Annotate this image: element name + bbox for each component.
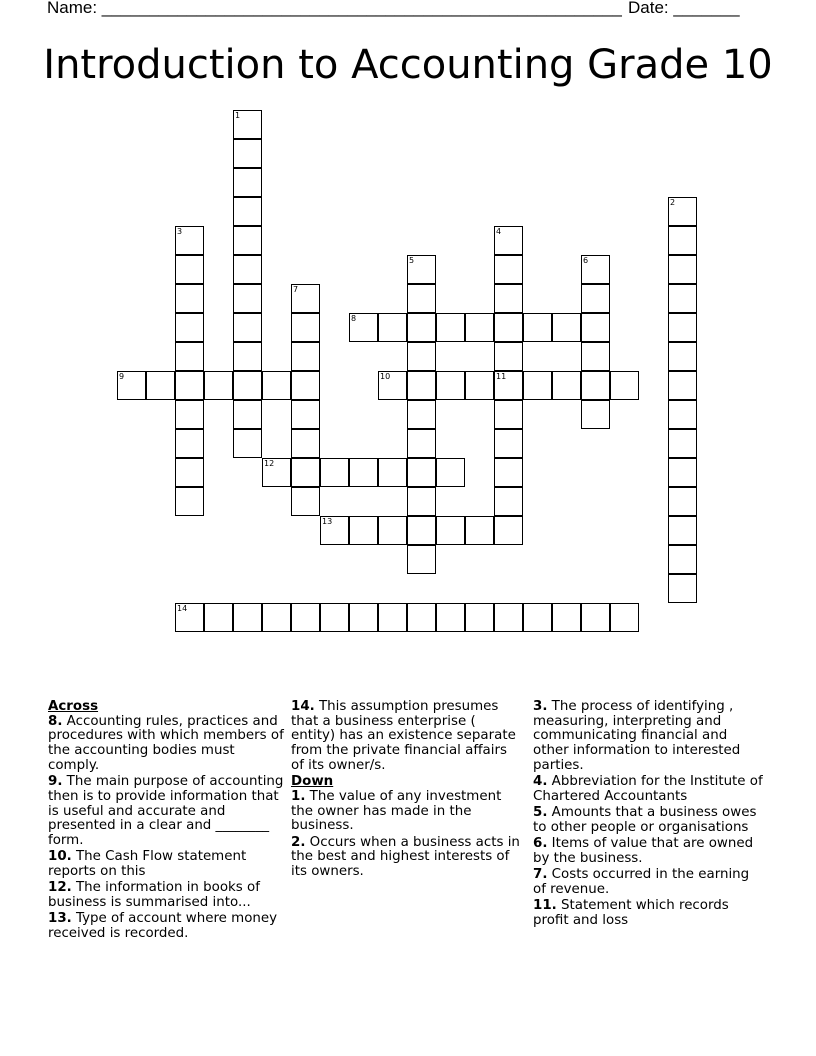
crossword-cell[interactable] [523,371,552,400]
clue-down-6 [533,837,763,866]
clue-across-12 [48,881,284,910]
crossword-cell[interactable] [407,255,436,284]
crossword-cell[interactable] [378,313,407,342]
crossword-cell[interactable] [436,313,465,342]
clue-text: The main purpose of accounting then is to provide information that is useful and accurate and presented in a clear and ________ form. [48,774,284,848]
name-field[interactable]: Name: _______________________________________________________ [47,0,622,17]
crossword-cell[interactable] [291,429,320,458]
crossword-cell[interactable] [233,342,262,371]
crossword-cell[interactable] [581,400,610,429]
clue-number: 11. [533,898,557,914]
crossword-cell[interactable] [378,371,407,400]
crossword-cell[interactable] [494,516,523,545]
crossword-cell[interactable] [668,574,697,603]
crossword-cell[interactable] [407,545,436,574]
cell-number: 8 [351,314,357,323]
crossword-cell[interactable] [320,516,349,545]
clue-across-8 [48,715,284,774]
clue-number: 14. [291,699,315,714]
crossword-cell[interactable] [407,342,436,371]
cell-number: 9 [119,372,125,381]
crossword-cell[interactable] [349,603,378,632]
crossword-cell[interactable] [494,487,523,516]
crossword-cell[interactable] [523,603,552,632]
crossword-cell[interactable] [262,458,291,487]
crossword-cell[interactable] [233,371,262,400]
crossword-cell[interactable] [465,313,494,342]
clue-across-10 [48,850,284,879]
crossword-cell[interactable] [262,371,291,400]
crossword-cell[interactable] [175,226,204,255]
crossword-cell[interactable] [552,371,581,400]
crossword-cell[interactable] [407,516,436,545]
clue-text: Abbreviation for the Institute of Chartered Accountants [533,774,763,804]
clue-number: 9. [48,774,63,790]
crossword-cell[interactable] [523,313,552,342]
crossword-cell[interactable] [233,168,262,197]
clue-number: 1. [291,788,306,804]
crossword-cell[interactable] [581,371,610,400]
crossword-cell[interactable] [233,139,262,168]
crossword-cell[interactable] [146,371,175,400]
crossword-cell[interactable] [668,371,697,400]
cell-number: 13 [322,517,333,526]
crossword-cell[interactable] [117,371,146,400]
clue-text: Items of value that are owned by the business. [533,836,754,866]
clue-across-14 [291,700,521,774]
crossword-cell[interactable] [349,313,378,342]
crossword-cell[interactable] [552,603,581,632]
crossword-cell[interactable] [494,458,523,487]
crossword-cell[interactable] [494,342,523,371]
clue-down-3 [533,700,763,774]
crossword-cell[interactable] [494,429,523,458]
clue-down-4 [533,775,763,804]
crossword-cell[interactable] [407,603,436,632]
crossword-cell[interactable] [465,603,494,632]
crossword-cell[interactable] [233,400,262,429]
crossword-cell[interactable] [291,487,320,516]
clue-text: Statement which records profit and loss [533,898,729,928]
clue-number: 5. [533,805,548,821]
cell-number: 2 [670,198,676,207]
crossword-cell[interactable] [233,429,262,458]
cell-number: 6 [583,256,589,265]
crossword-cell[interactable] [581,313,610,342]
clue-down-11 [533,899,763,928]
clue-text: Occurs when a business acts in the best and highest interests of its owners. [291,834,520,879]
crossword-cell[interactable] [668,458,697,487]
clue-number: 10. [48,849,72,865]
clue-text: This assumption presumes that a business enterprise ( entity) has an existence separate from the private financial affairs of its owner/s. [291,699,516,773]
crossword-cell[interactable] [320,603,349,632]
clue-down-5 [533,806,763,835]
clue-text: The value of any investment the owner has made in the business. [291,788,502,834]
crossword-cell[interactable] [407,371,436,400]
crossword-cell[interactable] [175,603,204,632]
page-title: Introduction to Accounting Grade 10 [43,42,773,88]
crossword-cell[interactable] [581,284,610,313]
crossword-cell[interactable] [668,197,697,226]
crossword-cell[interactable] [175,400,204,429]
crossword-cell[interactable] [581,603,610,632]
crossword-cell[interactable] [378,603,407,632]
crossword-cell[interactable] [668,429,697,458]
crossword-cell[interactable] [668,226,697,255]
crossword-cell[interactable] [233,313,262,342]
crossword-cell[interactable] [465,371,494,400]
crossword-cell[interactable] [581,342,610,371]
crossword-cell[interactable] [175,284,204,313]
crossword-cell[interactable] [291,371,320,400]
cell-number: 14 [177,604,188,613]
clue-across-13 [48,912,284,941]
crossword-cell[interactable] [668,284,697,313]
crossword-cell[interactable] [175,429,204,458]
crossword-cell[interactable] [204,603,233,632]
crossword-cell[interactable] [494,371,523,400]
cell-number: 5 [409,256,415,265]
crossword-cell[interactable] [668,313,697,342]
clue-down-7 [533,868,763,897]
clue-text: Accounting rules, practices and procedures with which members of the accounting bodies must comply. [48,713,284,773]
clue-number: 2. [291,834,306,850]
clue-down-1 [291,790,521,834]
crossword-cell[interactable] [175,371,204,400]
crossword-cell[interactable] [378,458,407,487]
clues-column-2 [291,700,521,881]
clue-text: The information in books of business is summarised into... [48,880,260,910]
crossword-cell[interactable] [262,603,291,632]
crossword-cell[interactable] [465,516,494,545]
crossword-cell[interactable] [494,284,523,313]
crossword-cell[interactable] [378,516,407,545]
crossword-cell[interactable] [407,284,436,313]
clue-number: 13. [48,911,72,927]
crossword-cell[interactable] [291,400,320,429]
cell-number: 4 [496,227,502,236]
clue-text: Type of account where money received is recorded. [48,911,278,941]
crossword-cell[interactable] [349,458,378,487]
crossword-cell[interactable] [668,487,697,516]
crossword-cell[interactable] [494,255,523,284]
crossword-cell[interactable] [175,487,204,516]
cell-number: 12 [264,459,275,468]
crossword-cell[interactable] [204,371,233,400]
clue-down-2 [291,836,521,880]
crossword-cell[interactable] [407,313,436,342]
crossword-cell[interactable] [291,284,320,313]
cell-number: 1 [235,111,241,120]
crossword-cell[interactable] [668,516,697,545]
cell-number: 11 [496,372,507,381]
clue-number: 3. [533,699,548,714]
crossword-cell[interactable] [436,516,465,545]
crossword-cell[interactable] [494,603,523,632]
crossword-cell[interactable] [610,371,639,400]
crossword-cell[interactable] [436,603,465,632]
crossword-cell[interactable] [291,458,320,487]
crossword-cell[interactable] [668,400,697,429]
clue-number: 7. [533,867,548,883]
clue-number: 8. [48,713,63,729]
clue-number: 6. [533,836,548,852]
crossword-cell[interactable] [494,313,523,342]
crossword-cell[interactable] [320,458,349,487]
crossword-cell[interactable] [233,255,262,284]
crossword-cell[interactable] [175,458,204,487]
crossword-cell[interactable] [407,400,436,429]
cell-number: 7 [293,285,299,294]
crossword-cell[interactable] [407,487,436,516]
cell-number: 3 [177,227,183,236]
clue-number: 12. [48,880,72,896]
crossword-cell[interactable] [610,603,639,632]
crossword-cell[interactable] [233,603,262,632]
crossword-cell[interactable] [581,255,610,284]
crossword-cell[interactable] [668,342,697,371]
crossword-cell[interactable] [407,458,436,487]
crossword-cell[interactable] [668,255,697,284]
across-heading: Across [48,699,99,714]
crossword-cell[interactable] [407,429,436,458]
date-field[interactable]: Date: _______ [628,0,740,17]
crossword-cell[interactable] [494,226,523,255]
down-heading: Down [291,774,334,790]
clue-text: The process of identifying , measuring, interpreting and communicating financial and other information to interested parties. [533,699,741,773]
crossword-cell[interactable] [175,342,204,371]
clue-text: Costs occurred in the earning of revenue. [533,867,750,897]
crossword-cell[interactable] [291,313,320,342]
crossword-cell[interactable] [552,313,581,342]
crossword-cell[interactable] [175,313,204,342]
crossword-cell[interactable] [233,110,262,139]
crossword-cell[interactable] [233,226,262,255]
crossword-cell[interactable] [349,516,378,545]
cell-number: 10 [380,372,391,381]
crossword-cell[interactable] [494,400,523,429]
crossword-cell[interactable] [233,197,262,226]
crossword-cell[interactable] [436,371,465,400]
crossword-cell[interactable] [175,255,204,284]
clues-column-3 [533,700,763,930]
crossword-cell[interactable] [233,284,262,313]
crossword-cell[interactable] [436,458,465,487]
clue-across-9 [48,775,284,849]
clue-number: 4. [533,774,548,790]
crossword-cell[interactable] [291,342,320,371]
crossword-cell[interactable] [291,603,320,632]
clue-text: Amounts that a business owes to other people or organisations [533,805,757,835]
clues-column-1 [48,700,284,943]
clue-text: The Cash Flow statement reports on this [48,849,247,879]
crossword-cell[interactable] [668,545,697,574]
